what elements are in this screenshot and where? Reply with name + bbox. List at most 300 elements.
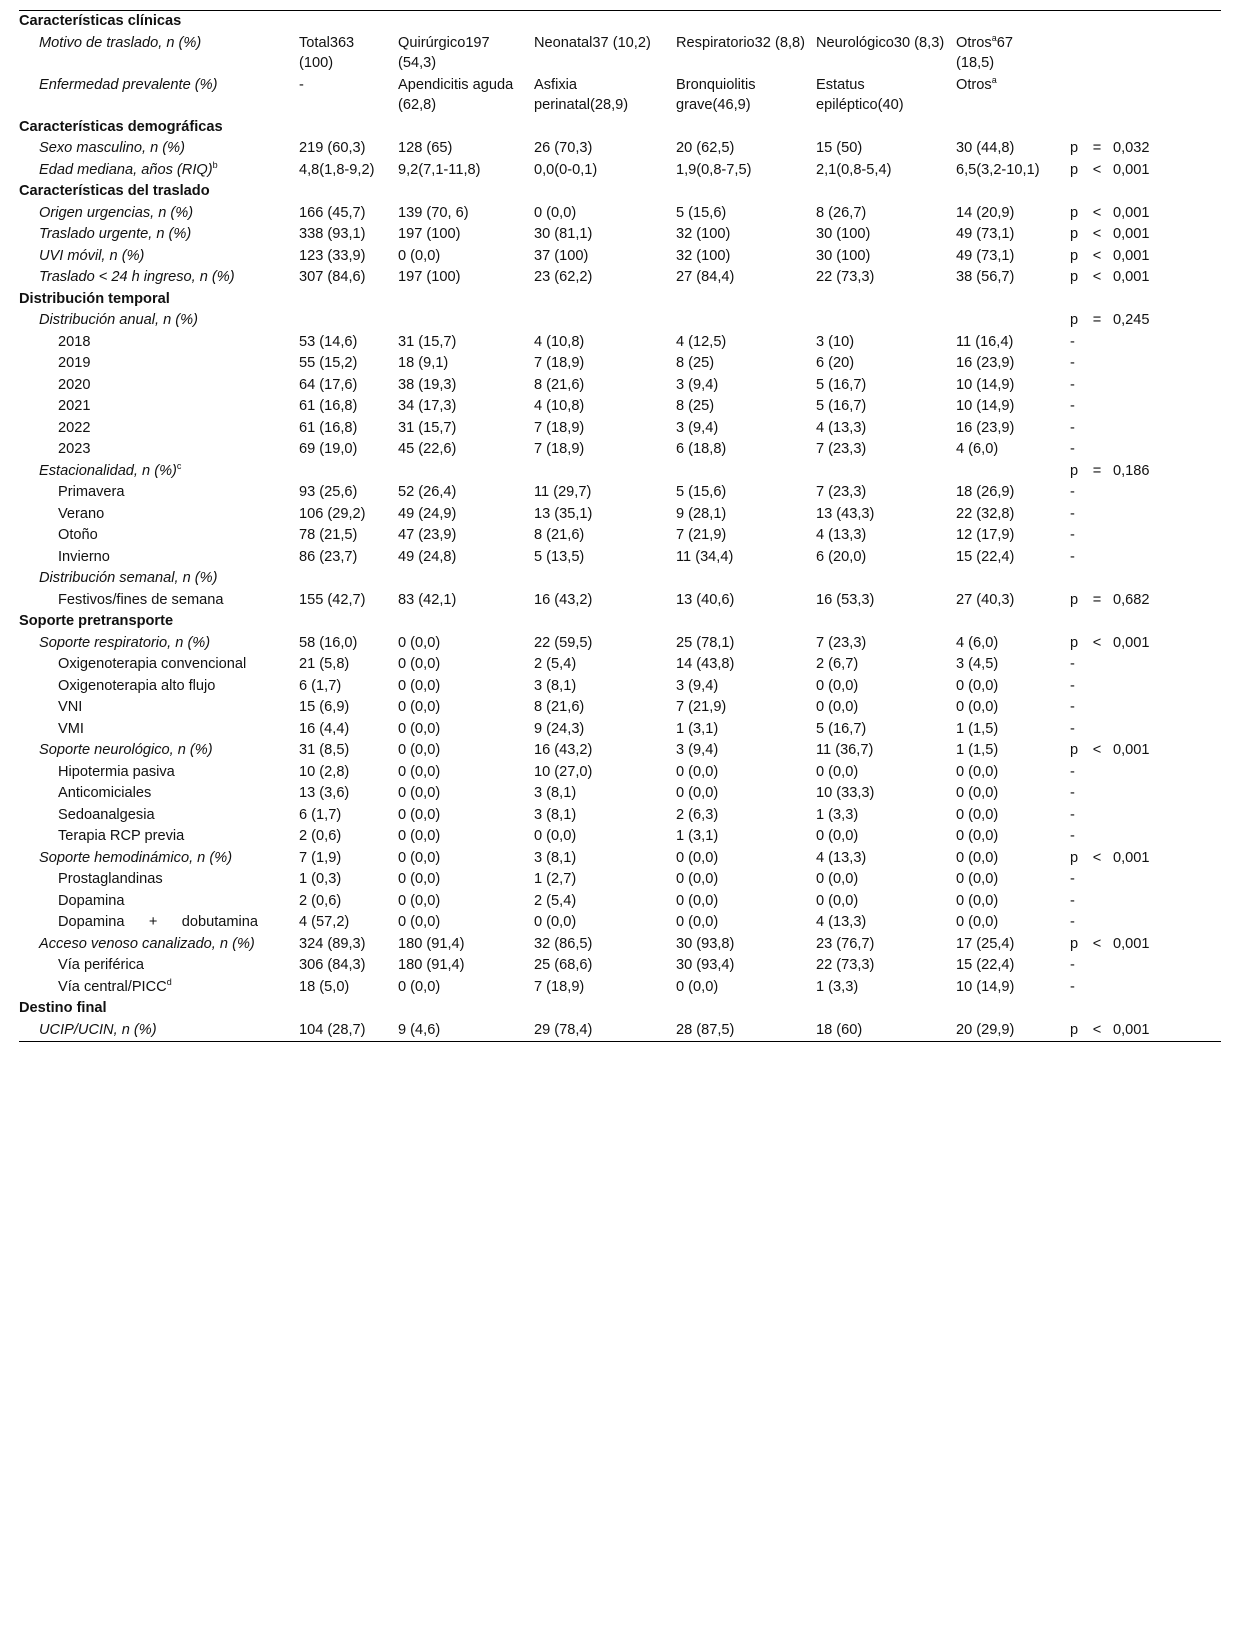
otros-cell [956, 891, 1056, 913]
row-label [19, 375, 299, 397]
value-cell: 22 (73,3) [816, 957, 875, 973]
value-cell: 106 (29,2) [299, 505, 366, 522]
otros-cell [956, 740, 1056, 762]
otros-cell [956, 353, 1056, 375]
value-cell: 3 (9,4) [676, 677, 719, 694]
otros-value: 0 (0,0) [956, 892, 999, 909]
row-label [19, 138, 299, 160]
row-label [19, 955, 299, 977]
value-cell: Neurológico30 (8,3) [816, 34, 945, 51]
row-label [19, 676, 299, 698]
value-cell: 219 (60,3) [299, 140, 366, 156]
value-cell: 0 (0,0) [816, 699, 859, 715]
p-operator [1081, 697, 1113, 719]
table-row [19, 934, 1221, 956]
otros-value: 10 (14,9) [956, 376, 1015, 393]
p-label: p [1070, 247, 1079, 264]
value-cell: 7 (18,9) [534, 978, 585, 995]
value-cell: 0 (0,0) [676, 871, 719, 887]
row-label [19, 912, 299, 934]
table-row [19, 848, 1221, 870]
value-cell: 1 (3,1) [676, 828, 719, 844]
row-label-text: Acceso venoso canalizado, n (%) [39, 935, 255, 952]
row-label-text: Primavera [58, 484, 125, 500]
value-cell: 10 (27,0) [534, 763, 593, 780]
value-cell: 20 (62,5) [676, 140, 735, 156]
row-label-text: Origen urgencias, n (%) [39, 204, 194, 221]
value-cell: 0 (0,0) [534, 914, 577, 930]
value-cell [534, 568, 676, 590]
p-value [1113, 547, 1221, 569]
otros-cell [956, 75, 1056, 117]
otros-cell [956, 203, 1056, 225]
value-cell: 0 (0,0) [398, 699, 441, 715]
value-cell: 166 (45,7) [299, 204, 366, 221]
row-label-text: Verano [58, 505, 105, 522]
p-value: 0,001 [1113, 161, 1150, 178]
row-label-text: Motivo de traslado, n (%) [39, 34, 202, 51]
otros-cell [956, 762, 1056, 784]
p-operator: < [1092, 226, 1102, 242]
value-cell: 16 (53,3) [816, 591, 875, 608]
p-operator [1081, 762, 1113, 784]
value-cell: 8 (25) [676, 355, 715, 371]
section-title: Características clínicas [19, 13, 182, 29]
p-operator [1081, 375, 1113, 397]
value-cell: 0 (0,0) [398, 849, 441, 866]
p-operator [1081, 547, 1113, 569]
value-cell: 16 (43,2) [534, 591, 593, 608]
row-label-text: Vía periférica [58, 957, 144, 973]
otros-cell [956, 654, 1056, 676]
value-cell: 52 (26,4) [398, 484, 457, 500]
otros-cell [956, 246, 1056, 268]
p-value [1113, 654, 1221, 676]
p-operator [1081, 332, 1113, 354]
section-header-row [19, 289, 1221, 311]
p-label: p [1070, 140, 1079, 156]
value-cell [534, 461, 676, 483]
value-cell: 4 (13,3) [816, 419, 867, 436]
clinical-characteristics-table [19, 11, 1221, 1041]
p-label: p [1070, 935, 1079, 952]
row-label [19, 75, 299, 117]
p-operator: < [1092, 935, 1102, 952]
otros-value: 0 (0,0) [956, 828, 999, 844]
p-value [1113, 762, 1221, 784]
otros-value: 27 (40,3) [956, 591, 1015, 608]
value-cell: 0 (0,0) [816, 892, 859, 909]
p-label: - [1070, 677, 1075, 694]
row-label-text: Traslado urgente, n (%) [39, 226, 192, 242]
p-value [1113, 697, 1221, 719]
p-label: p [1070, 1021, 1079, 1038]
p-label [1056, 33, 1081, 75]
value-cell: 3 (8,1) [534, 806, 577, 823]
value-cell: 18 (9,1) [398, 355, 449, 371]
otros-cell [956, 977, 1056, 999]
section-title: Características demográficas [19, 118, 223, 135]
p-operator [1081, 719, 1113, 741]
value-cell: 197 (100) [398, 269, 461, 285]
table-row [19, 762, 1221, 784]
otros-value: 16 (23,9) [956, 419, 1015, 436]
p-label: - [1070, 656, 1075, 672]
p-value: 0,001 [1113, 742, 1150, 758]
value-cell: 0 (0,0) [676, 763, 719, 780]
p-value: 0,001 [1113, 1021, 1150, 1038]
value-cell: 324 (89,3) [299, 935, 366, 952]
row-label [19, 977, 299, 999]
otros-value: 0 (0,0) [956, 914, 999, 930]
p-label: - [1070, 763, 1075, 780]
value-cell: 18 (5,0) [299, 978, 350, 995]
otros-value: 49 (73,1) [956, 247, 1015, 264]
otros-cell [956, 568, 1056, 590]
otros-cell [956, 547, 1056, 569]
otros-value: 16 (23,9) [956, 355, 1015, 371]
p-label: p [1070, 849, 1079, 866]
value-cell: 5 (16,7) [816, 376, 867, 393]
value-cell: 7 (23,3) [816, 634, 867, 651]
otros-value: 22 (32,8) [956, 505, 1015, 522]
value-cell: 8 (21,6) [534, 527, 585, 543]
p-operator [1081, 525, 1113, 547]
otros-cell [956, 396, 1056, 418]
value-cell: 7 (21,9) [676, 527, 727, 543]
p-label: - [1070, 806, 1075, 823]
p-operator: < [1092, 1021, 1102, 1038]
row-label-text: Festivos/fines de semana [58, 591, 224, 608]
value-cell: 0 (0,0) [398, 720, 441, 737]
table-row [19, 912, 1221, 934]
value-cell: 9 (24,3) [534, 720, 585, 737]
table-row [19, 203, 1221, 225]
value-cell: 1,9(0,8-7,5) [676, 161, 752, 178]
otros-value: 3 (4,5) [956, 656, 999, 672]
value-cell: 37 (100) [534, 247, 589, 264]
footnote-marker: a [991, 74, 997, 85]
p-value [1113, 396, 1221, 418]
row-label-text: Edad mediana, años (RIQ) [39, 161, 213, 178]
row-label [19, 697, 299, 719]
row-label [19, 590, 299, 612]
value-cell: 1 (2,7) [534, 871, 577, 887]
p-value: 0,001 [1113, 634, 1150, 651]
p-label: - [1070, 355, 1075, 371]
value-cell: 2,1(0,8-5,4) [816, 161, 892, 178]
row-label [19, 224, 299, 246]
p-operator: = [1092, 140, 1102, 156]
p-label: - [1070, 333, 1075, 350]
table-row [19, 633, 1221, 655]
otros-cell [956, 934, 1056, 956]
value-cell: 38 (19,3) [398, 376, 457, 393]
value-cell: 64 (17,6) [299, 376, 358, 393]
value-cell: 4 (13,3) [816, 914, 867, 930]
otros-value: 12 (17,9) [956, 527, 1015, 543]
value-cell: 0 (0,0) [816, 828, 859, 844]
otros-value: Otros [956, 76, 992, 93]
p-value [1113, 418, 1221, 440]
row-label [19, 461, 299, 483]
value-cell: 49 (24,9) [398, 505, 457, 522]
value-cell: 0 (0,0) [534, 204, 577, 221]
value-cell: 11 (36,7) [816, 742, 874, 758]
row-label-text: Sedoanalgesia [58, 806, 155, 823]
p-operator: < [1092, 634, 1102, 651]
p-value: 0,001 [1113, 226, 1150, 242]
otros-value: 20 (29,9) [956, 1021, 1015, 1038]
value-cell: 0 (0,0) [676, 914, 719, 930]
row-label [19, 740, 299, 762]
p-label: - [1070, 828, 1075, 844]
value-cell: 3 (8,1) [534, 849, 577, 866]
value-cell: 55 (15,2) [299, 355, 358, 371]
value-cell: 8 (21,6) [534, 699, 585, 715]
value-cell: 14 (43,8) [676, 656, 735, 672]
p-value [1113, 676, 1221, 698]
otros-value: 6,5(3,2-10,1) [956, 161, 1040, 178]
row-label [19, 353, 299, 375]
table-row [19, 740, 1221, 762]
row-label [19, 482, 299, 504]
p-value [1113, 353, 1221, 375]
value-cell: 0 (0,0) [398, 634, 441, 651]
value-cell: 7 (18,9) [534, 355, 585, 371]
table-row [19, 783, 1221, 805]
table-row [19, 590, 1221, 612]
value-cell: 2 (6,7) [816, 656, 859, 672]
value-cell: 0 (0,0) [398, 914, 441, 930]
row-label [19, 654, 299, 676]
value-cell: 0 (0,0) [816, 871, 859, 887]
value-cell: 0 (0,0) [398, 247, 441, 264]
otros-cell [956, 1020, 1056, 1042]
otros-value: 1 (1,5) [956, 742, 999, 758]
p-label: - [1070, 376, 1075, 393]
value-cell: 0 (0,0) [676, 785, 719, 801]
p-label: - [1070, 978, 1075, 995]
p-value [1113, 891, 1221, 913]
value-cell: Estatus epiléptico(40) [816, 76, 904, 113]
value-cell: 2 (6,3) [676, 806, 719, 823]
value-cell: 0 (0,0) [398, 806, 441, 823]
value-cell: 2 (0,6) [299, 828, 342, 844]
otros-cell [956, 332, 1056, 354]
table-row [19, 547, 1221, 569]
p-operator: = [1092, 591, 1102, 608]
value-cell: 15 (6,9) [299, 699, 350, 715]
row-label [19, 719, 299, 741]
value-cell: 0 (0,0) [398, 978, 441, 995]
value-cell: 86 (23,7) [299, 548, 358, 565]
row-label-text: 2019 [58, 355, 91, 371]
value-cell: 2 (5,4) [534, 892, 577, 909]
value-cell: 4 (10,8) [534, 333, 585, 350]
p-operator: < [1092, 742, 1102, 758]
otros-value: 30 (44,8) [956, 140, 1015, 156]
value-cell: 5 (16,7) [816, 398, 867, 414]
value-cell: 123 (33,9) [299, 247, 366, 264]
otros-value: 4 (6,0) [956, 441, 999, 457]
p-value [1113, 955, 1221, 977]
p-label: p [1070, 462, 1079, 479]
otros-value: 4 (6,0) [956, 634, 999, 651]
footnote-marker: c [176, 460, 182, 471]
p-operator [1081, 396, 1113, 418]
value-cell: Neonatal37 (10,2) [534, 34, 651, 51]
value-cell: 18 (60) [816, 1021, 863, 1038]
p-operator [1081, 75, 1113, 117]
row-label-text: Otoño [58, 527, 98, 543]
p-label: - [1070, 957, 1075, 973]
value-cell: 0 (0,0) [398, 785, 441, 801]
p-value: 0,001 [1113, 849, 1150, 866]
table-row [19, 375, 1221, 397]
otros-value: 38 (56,7) [956, 269, 1015, 285]
value-cell: 3 (8,1) [534, 785, 577, 801]
value-cell: 0 (0,0) [398, 828, 441, 844]
p-operator [1081, 418, 1113, 440]
p-value: 0,032 [1113, 140, 1150, 156]
value-cell: 16 (4,4) [299, 720, 350, 737]
value-cell: 0 (0,0) [398, 871, 441, 887]
row-label [19, 525, 299, 547]
otros-cell [956, 224, 1056, 246]
otros-value: 49 (73,1) [956, 226, 1015, 242]
p-label: p [1070, 204, 1079, 221]
p-value [1113, 332, 1221, 354]
p-label: p [1070, 591, 1079, 608]
value-cell: 8 (21,6) [534, 376, 585, 393]
p-value [1113, 805, 1221, 827]
table-row [19, 805, 1221, 827]
value-cell: 11 (29,7) [534, 484, 592, 500]
otros-cell [956, 267, 1056, 289]
otros-cell [956, 869, 1056, 891]
p-operator: < [1092, 849, 1102, 866]
value-cell: - [299, 76, 304, 93]
value-cell [676, 461, 816, 483]
value-cell: 26 (70,3) [534, 140, 593, 156]
p-operator: < [1092, 161, 1102, 178]
table-row [19, 525, 1221, 547]
p-value [1113, 33, 1221, 75]
value-cell: 5 (15,6) [676, 484, 727, 500]
row-label-text: UCIP/UCIN, n (%) [39, 1021, 157, 1038]
otros-value: 0 (0,0) [956, 871, 999, 887]
value-cell: 13 (35,1) [534, 505, 593, 522]
value-cell: 7 (23,3) [816, 441, 867, 457]
value-cell: 4 (57,2) [299, 914, 350, 930]
footnote-marker: b [212, 159, 218, 170]
row-label [19, 547, 299, 569]
otros-value: 15 (22,4) [956, 548, 1015, 565]
p-value [1113, 482, 1221, 504]
row-label [19, 891, 299, 913]
value-cell: 1 (3,1) [676, 720, 719, 737]
table-row [19, 310, 1221, 332]
section-title: Distribución temporal [19, 290, 170, 307]
value-cell: 28 (87,5) [676, 1021, 735, 1038]
value-cell: 49 (24,8) [398, 548, 457, 565]
p-operator [1081, 33, 1113, 75]
value-cell: 0 (0,0) [534, 828, 577, 844]
value-cell: Quirúrgico197 (54,3) [398, 34, 490, 71]
p-operator [1081, 783, 1113, 805]
otros-value: 1 (1,5) [956, 720, 999, 737]
section-header-row [19, 11, 1221, 33]
row-label-text: Estacionalidad, n (%) [39, 462, 177, 479]
row-label-text: Vía central/PICC [58, 978, 167, 995]
value-cell: 93 (25,6) [299, 484, 358, 500]
p-value [1113, 719, 1221, 741]
table-row [19, 977, 1221, 999]
p-label: - [1070, 419, 1075, 436]
table-row [19, 439, 1221, 461]
value-cell: 2 (5,4) [534, 656, 577, 672]
p-value [1113, 977, 1221, 999]
value-cell: 30 (93,8) [676, 935, 735, 952]
otros-cell [956, 633, 1056, 655]
otros-cell [956, 482, 1056, 504]
value-cell: 13 (40,6) [676, 591, 735, 608]
table-row [19, 504, 1221, 526]
value-cell: 53 (14,6) [299, 333, 358, 350]
otros-cell [956, 719, 1056, 741]
otros-cell [956, 805, 1056, 827]
otros-cell [956, 310, 1056, 332]
table-row [19, 267, 1221, 289]
value-cell: 0 (0,0) [398, 742, 441, 758]
value-cell: 6 (20) [816, 355, 855, 371]
row-label [19, 267, 299, 289]
p-value [1113, 525, 1221, 547]
value-cell: 45 (22,6) [398, 441, 457, 457]
row-label-text: Dopamina [58, 892, 125, 909]
otros-cell [956, 138, 1056, 160]
p-value: 0,001 [1113, 247, 1150, 264]
p-operator: = [1092, 462, 1102, 479]
otros-cell [956, 504, 1056, 526]
value-cell: 83 (42,1) [398, 591, 457, 608]
row-label-text: Oxigenoterapia alto flujo [58, 677, 216, 694]
value-cell: 23 (62,2) [534, 269, 593, 285]
value-cell: 9 (28,1) [676, 505, 727, 522]
p-operator [1081, 654, 1113, 676]
row-label-text: VMI [58, 720, 84, 737]
p-operator [1081, 482, 1113, 504]
otros-cell [956, 848, 1056, 870]
value-cell: 32 (86,5) [534, 935, 593, 952]
row-label [19, 934, 299, 956]
value-cell: 10 (33,3) [816, 785, 875, 801]
value-cell: 25 (78,1) [676, 634, 735, 651]
value-cell: 0 (0,0) [398, 677, 441, 694]
value-cell [299, 568, 398, 590]
p-label: - [1070, 699, 1075, 715]
value-cell: 1 (3,3) [816, 806, 859, 823]
row-label [19, 203, 299, 225]
otros-cell [956, 676, 1056, 698]
section-header-row [19, 181, 1221, 203]
value-cell [816, 310, 956, 332]
row-label-text: Enfermedad prevalente (%) [39, 76, 218, 93]
otros-cell [956, 418, 1056, 440]
value-cell: 78 (21,5) [299, 527, 358, 543]
value-cell: 104 (28,7) [299, 1021, 366, 1038]
